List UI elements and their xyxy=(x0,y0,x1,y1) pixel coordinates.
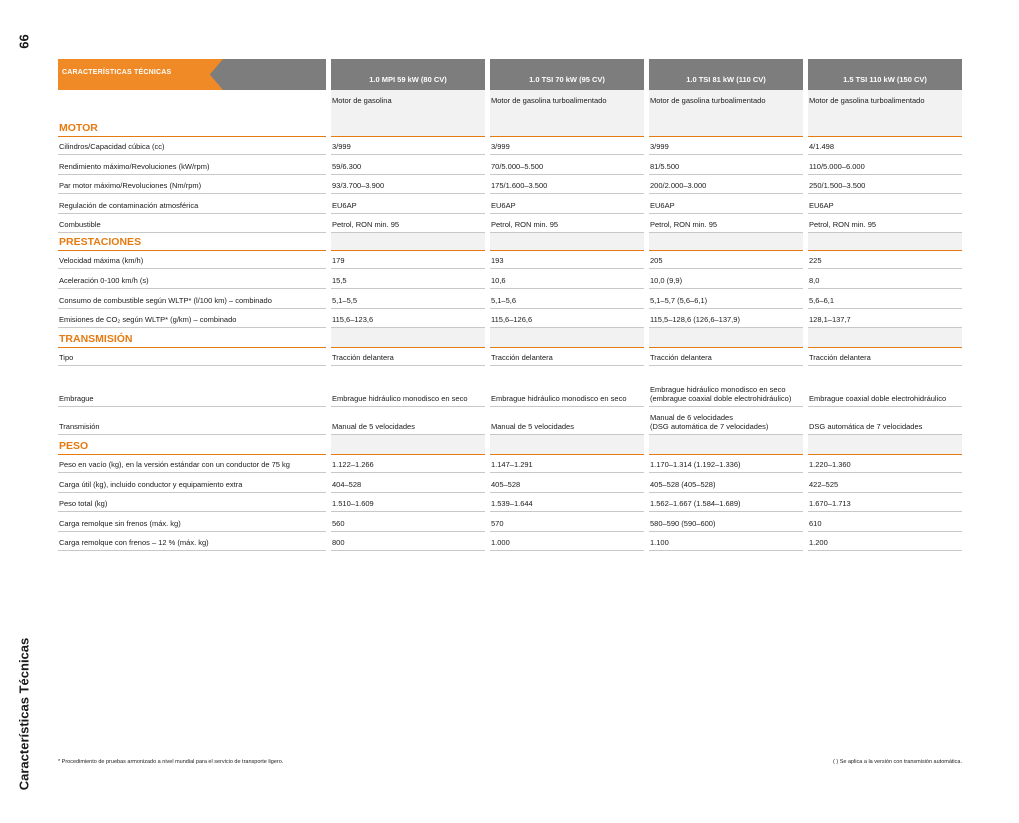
page-number: 66 xyxy=(16,34,32,49)
row-value: 405–528 (405–528) xyxy=(649,473,803,493)
row-value: Tracción delantera xyxy=(649,348,803,366)
row-value: Petrol, RON min. 95 xyxy=(649,214,803,233)
row-label: Aceleración 0-100 km/h (s) xyxy=(58,269,326,289)
row-value: 560 xyxy=(331,512,485,532)
row-value: 1.220–1.360 xyxy=(808,455,962,473)
row-value: Tracción delantera xyxy=(331,348,485,366)
row-value: 5,1–5,6 xyxy=(490,289,644,309)
column-header: 1.0 MPI 59 kW (80 CV) xyxy=(331,59,485,90)
section-filler xyxy=(490,328,644,348)
row-value: 1.170–1.314 (1.192–1.336) xyxy=(649,455,803,473)
table-row xyxy=(58,455,962,473)
table-row xyxy=(58,512,962,532)
section-header xyxy=(58,118,962,137)
row-value: 8,0 xyxy=(808,269,962,289)
table-row xyxy=(58,473,962,493)
section-filler xyxy=(331,118,485,137)
row-label: Peso en vacío (kg), en la versión estándar con un conductor de 75 kg xyxy=(58,455,326,473)
table-header xyxy=(58,59,962,90)
row-value: 610 xyxy=(808,512,962,532)
row-value: 4/1.498 xyxy=(808,137,962,155)
table-row xyxy=(58,493,962,512)
table-row xyxy=(58,348,962,366)
row-value: DSG automática de 7 velocidades xyxy=(808,407,962,435)
row-value: 10,6 xyxy=(490,269,644,289)
row-label: Carga remolque con frenos – 12 % (máx. kg) xyxy=(58,532,326,551)
section-filler xyxy=(808,435,962,455)
section-filler xyxy=(808,328,962,348)
row-value: Manual de 5 velocidades xyxy=(490,407,644,435)
table-row xyxy=(58,175,962,194)
column-header: 1.0 TSI 81 kW (110 CV) xyxy=(649,59,803,90)
row-value: 570 xyxy=(490,512,644,532)
row-value: 5,1–5,5 xyxy=(331,289,485,309)
row-label: Peso total (kg) xyxy=(58,493,326,512)
section-filler xyxy=(331,233,485,251)
table-row xyxy=(58,251,962,269)
row-value: 179 xyxy=(331,251,485,269)
row-value: EU6AP xyxy=(808,194,962,214)
section-filler xyxy=(649,435,803,455)
section-filler xyxy=(490,118,644,137)
section-filler xyxy=(808,118,962,137)
section-title: TRANSMISIÓN xyxy=(58,328,326,348)
table-row xyxy=(58,194,962,214)
row-value: EU6AP xyxy=(649,194,803,214)
row-value: 110/5.000–6.000 xyxy=(808,155,962,175)
table-row xyxy=(58,532,962,551)
footnote-right: ( ) Se aplica a la versión con transmisión automática. xyxy=(832,759,962,765)
section-title: PRESTACIONES xyxy=(58,233,326,251)
row-value: Petrol, RON min. 95 xyxy=(490,214,644,233)
section-filler xyxy=(331,435,485,455)
row-value: 3/999 xyxy=(331,137,485,155)
row-value: 1.562–1.667 (1.584–1.689) xyxy=(649,493,803,512)
section-filler xyxy=(649,233,803,251)
section-filler xyxy=(490,435,644,455)
row-value: Manual de 5 velocidades xyxy=(331,407,485,435)
row-label: Emisiones de CO₂ según WLTP* (g/km) – combinado xyxy=(58,309,326,328)
row-value: 1.539–1.644 xyxy=(490,493,644,512)
section-header xyxy=(58,328,962,348)
row-value: 580–590 (590–600) xyxy=(649,512,803,532)
row-value: 115,6–123,6 xyxy=(331,309,485,328)
row-label: Transmisión xyxy=(58,407,326,435)
row-value: 193 xyxy=(490,251,644,269)
row-label: Velocidad máxima (km/h) xyxy=(58,251,326,269)
row-value: Petrol, RON min. 95 xyxy=(331,214,485,233)
row-value: 115,5–128,6 (126,6–137,9) xyxy=(649,309,803,328)
row-label: Combustible xyxy=(58,214,326,233)
engine-type-cell: Motor de gasolina turboalimentado xyxy=(808,90,962,118)
row-label: Rendimiento máximo/Revoluciones (kW/rpm) xyxy=(58,155,326,175)
row-value: 205 xyxy=(649,251,803,269)
row-value: Petrol, RON min. 95 xyxy=(808,214,962,233)
table-row xyxy=(58,269,962,289)
row-value: 59/6.300 xyxy=(331,155,485,175)
row-value: 115,6–126,6 xyxy=(490,309,644,328)
row-value: 93/3.700–3.900 xyxy=(331,175,485,194)
row-value: 422–525 xyxy=(808,473,962,493)
engine-type-row xyxy=(58,90,962,118)
column-header: 1.0 TSI 70 kW (95 CV) xyxy=(490,59,644,90)
row-value: 1.100 xyxy=(649,532,803,551)
engine-type-cell: Motor de gasolina xyxy=(331,90,485,118)
row-value: Manual de 6 velocidades (DSG automática de 7 velocidades) xyxy=(649,407,803,435)
row-value: 3/999 xyxy=(649,137,803,155)
row-label: Cilindros/Capacidad cúbica (cc) xyxy=(58,137,326,155)
row-value: Embrague hidráulico monodisco en seco xyxy=(490,366,644,407)
row-value: EU6AP xyxy=(490,194,644,214)
row-label: Par motor máximo/Revoluciones (Nm/rpm) xyxy=(58,175,326,194)
row-value: 15,5 xyxy=(331,269,485,289)
row-value: 1.200 xyxy=(808,532,962,551)
row-value: 3/999 xyxy=(490,137,644,155)
section-filler xyxy=(649,328,803,348)
section-filler xyxy=(649,118,803,137)
section-title: MOTOR xyxy=(58,118,326,137)
row-label: Tipo xyxy=(58,348,326,366)
row-value: 70/5.000–5.500 xyxy=(490,155,644,175)
engine-type-label xyxy=(58,90,326,118)
row-value: 1.147–1.291 xyxy=(490,455,644,473)
header-label xyxy=(58,59,326,90)
row-value: Embrague hidráulico monodisco en seco xyxy=(331,366,485,407)
row-value: Embrague hidráulico monodisco en seco (embrague coaxial doble electrohidráulico) xyxy=(649,366,803,407)
row-value: 128,1–137,7 xyxy=(808,309,962,328)
table-row xyxy=(58,289,962,309)
row-value: Tracción delantera xyxy=(808,348,962,366)
row-value: 404–528 xyxy=(331,473,485,493)
table-row xyxy=(58,155,962,175)
table-row xyxy=(58,214,962,233)
engine-type-cell: Motor de gasolina turboalimentado xyxy=(490,90,644,118)
section-filler xyxy=(808,233,962,251)
row-value: 5,1–5,7 (5,6–6,1) xyxy=(649,289,803,309)
row-label: Embrague xyxy=(58,366,326,407)
row-value: 5,6–6,1 xyxy=(808,289,962,309)
engine-type-cell: Motor de gasolina turboalimentado xyxy=(649,90,803,118)
row-value: 1.510–1.609 xyxy=(331,493,485,512)
row-value: 1.670–1.713 xyxy=(808,493,962,512)
table-row xyxy=(58,137,962,155)
spec-table xyxy=(58,59,962,551)
table-row xyxy=(58,309,962,328)
row-value: 10,0 (9,9) xyxy=(649,269,803,289)
section-filler xyxy=(490,233,644,251)
table-row xyxy=(58,366,962,407)
header-label-text: CARACTERÍSTICAS TÉCNICAS xyxy=(62,69,172,76)
row-value: Embrague coaxial doble electrohidráulico xyxy=(808,366,962,407)
row-value: 81/5.500 xyxy=(649,155,803,175)
column-header: 1.5 TSI 110 kW (150 CV) xyxy=(808,59,962,90)
section-header xyxy=(58,435,962,455)
row-value: 225 xyxy=(808,251,962,269)
row-value: Tracción delantera xyxy=(490,348,644,366)
row-value: EU6AP xyxy=(331,194,485,214)
section-title: PESO xyxy=(58,435,326,455)
row-value: 405–528 xyxy=(490,473,644,493)
row-value: 200/2.000–3.000 xyxy=(649,175,803,194)
row-label: Carga remolque sin frenos (máx. kg) xyxy=(58,512,326,532)
footnote-left: * Procedimiento de pruebas armonizado a nivel mundial para el servicio de transporte ligero. xyxy=(58,759,284,765)
section-filler xyxy=(331,328,485,348)
row-value: 1.000 xyxy=(490,532,644,551)
row-label: Consumo de combustible según WLTP* (l/100 km) – combinado xyxy=(58,289,326,309)
row-value: 175/1.600–3.500 xyxy=(490,175,644,194)
row-value: 800 xyxy=(331,532,485,551)
section-header xyxy=(58,233,962,251)
row-label: Regulación de contaminación atmosférica xyxy=(58,194,326,214)
row-value: 250/1.500–3.500 xyxy=(808,175,962,194)
row-value: 1.122–1.266 xyxy=(331,455,485,473)
row-label: Carga útil (kg), incluido conductor y equipamiento extra xyxy=(58,473,326,493)
table-row xyxy=(58,407,962,435)
side-title: Características Técnicas xyxy=(16,637,32,791)
